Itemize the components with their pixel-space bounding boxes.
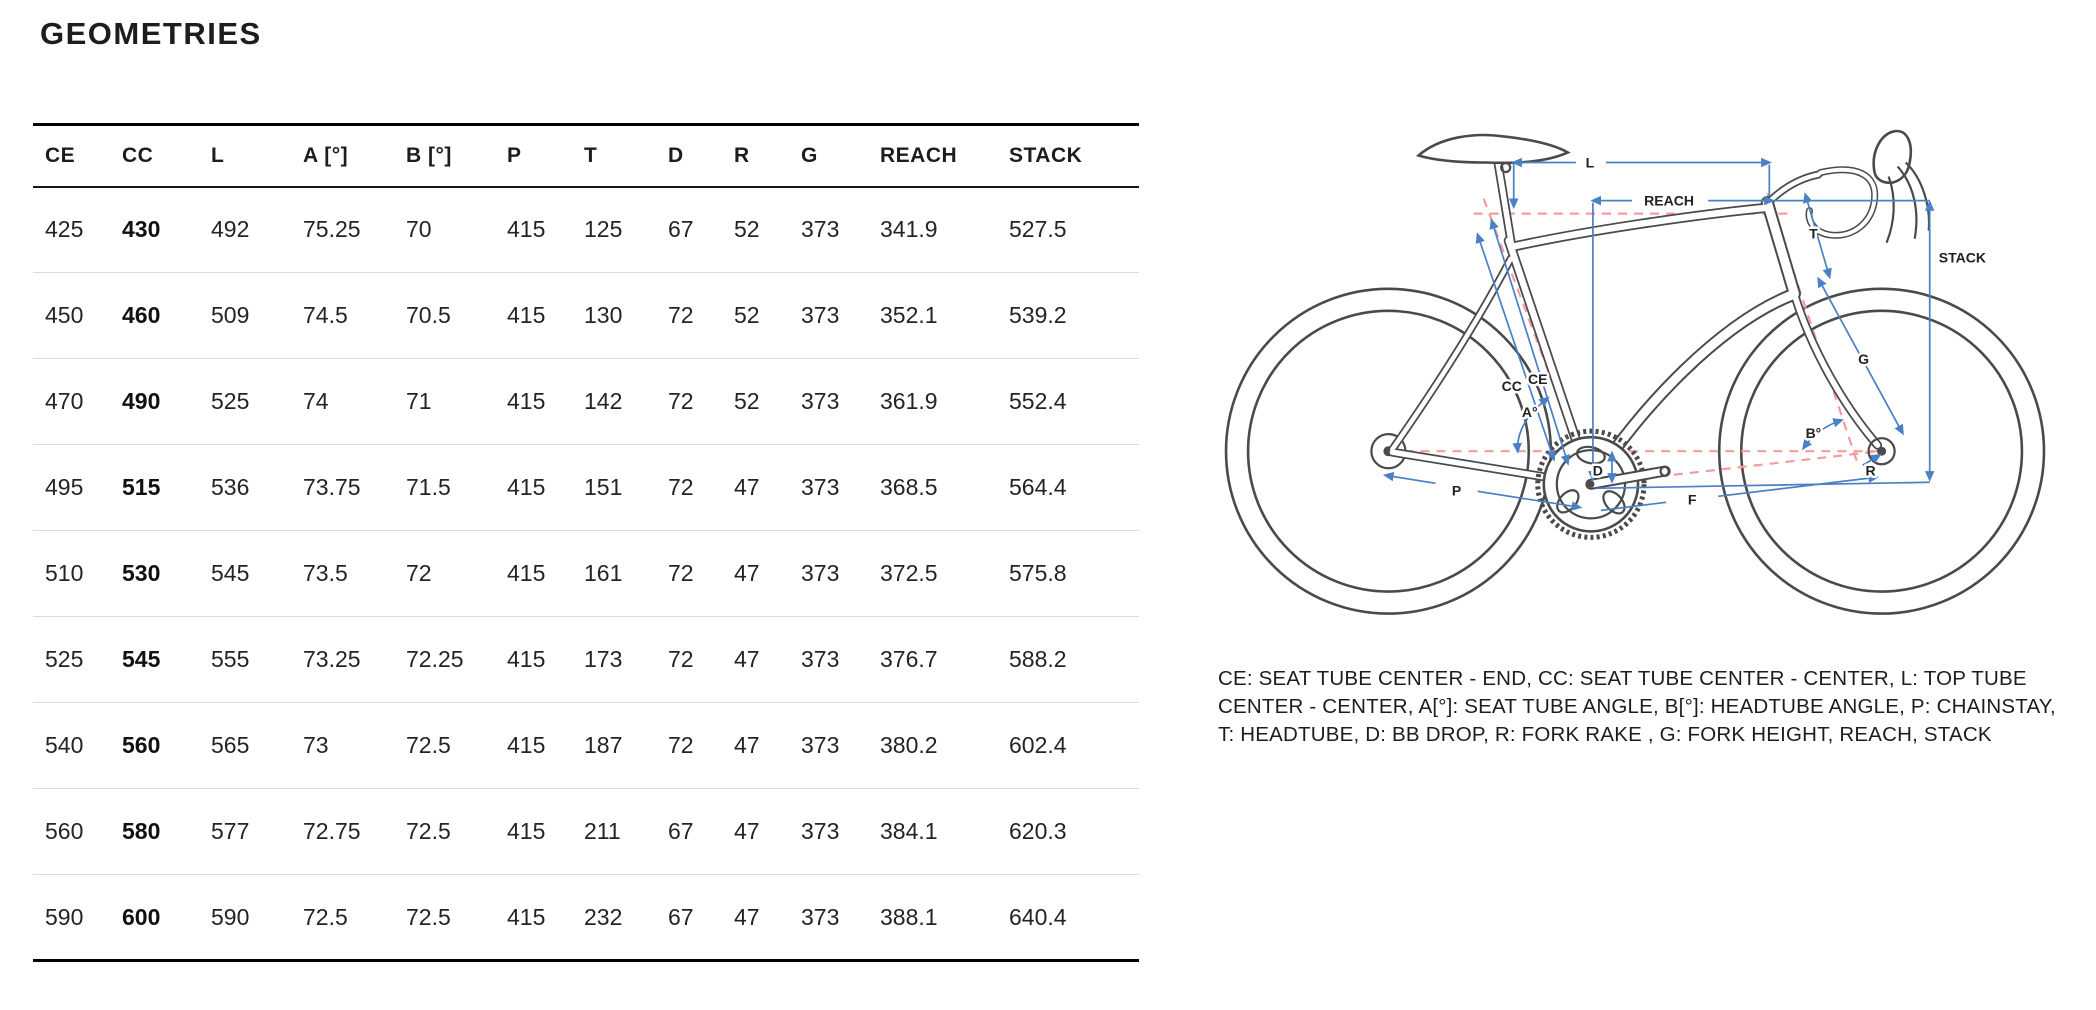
table-cell: 460: [122, 273, 211, 359]
table-cell: 602.4: [1009, 703, 1139, 789]
saddle: [1418, 135, 1567, 163]
column-header: STACK: [1009, 125, 1139, 187]
table-cell: 187: [584, 703, 668, 789]
table-cell: 380.2: [880, 703, 1009, 789]
table-cell: 71: [406, 359, 507, 445]
diagram-label-a: A°: [1521, 404, 1538, 421]
table-cell: 539.2: [1009, 273, 1139, 359]
table-cell: 70.5: [406, 273, 507, 359]
table-cell: 72: [668, 445, 734, 531]
table-cell: 373: [801, 531, 880, 617]
table-cell: 125: [584, 187, 668, 273]
table-cell: 72: [406, 531, 507, 617]
table-cell: 555: [211, 617, 303, 703]
table-cell: 373: [801, 903, 840, 930]
table-cell: 73.5: [303, 531, 406, 617]
legend-text: CE: SEAT TUBE CENTER - END, CC: SEAT TUBE CENTER - CENTER, L: TOP TUBE CENTER - CENTER, A[°]: SEAT TUBE ANGLE, B[°]: HEADTUBE ANGLE, P: CHAINSTAY, T: HEADTUBE, D: BB DROP, R: FORK RAKE , G: FORK HEIGHT, REACH, STACK: [1218, 666, 2056, 746]
column-header: A [°]: [303, 125, 406, 187]
table-cell: 72.75: [303, 789, 406, 875]
table-cell: 490: [122, 359, 211, 445]
crankset: [1538, 431, 1670, 537]
table-cell: 52: [734, 273, 801, 359]
column-header: CE: [33, 125, 122, 187]
table-cell: 590: [45, 903, 84, 930]
table-cell: 495: [33, 445, 122, 531]
table-cell: 384.1: [880, 789, 1009, 875]
table-cell: 47: [734, 617, 801, 703]
table-cell: 373: [801, 273, 880, 359]
table-cell: 509: [211, 273, 303, 359]
table-cell: 151: [584, 445, 668, 531]
column-header: P: [507, 125, 584, 187]
table-cell: 373: [801, 187, 880, 273]
table-cell: 67: [668, 903, 694, 930]
table-cell: 142: [584, 359, 668, 445]
diagram-label-b: B°: [1805, 425, 1822, 442]
table-cell: 73.75: [303, 445, 406, 531]
table-cell: 361.9: [880, 359, 1009, 445]
table-cell: 527.5: [1009, 187, 1139, 273]
table-cell: 577: [211, 789, 303, 875]
table-cell: 47: [734, 531, 801, 617]
geometry-table: [33, 123, 1139, 962]
table-cell: 373: [801, 617, 880, 703]
diagram-label-ce: CE: [1528, 371, 1548, 388]
table-cell: 130: [584, 273, 668, 359]
table-cell: 510: [33, 531, 122, 617]
diagram-label-r: R: [1865, 462, 1876, 479]
table-cell: 425: [33, 187, 122, 273]
table-cell: 72: [668, 273, 734, 359]
table-row: [33, 875, 1139, 961]
column-header: L: [211, 125, 303, 187]
table-cell: 372.5: [880, 531, 1009, 617]
table-cell: 536: [211, 445, 303, 531]
column-header: D: [668, 125, 734, 187]
table-cell: 580: [122, 789, 211, 875]
table-cell: 415: [507, 187, 584, 273]
table-cell: 415: [507, 445, 584, 531]
table-cell: 415: [507, 273, 584, 359]
table-cell: 600: [122, 903, 161, 930]
table-cell: 560: [122, 703, 211, 789]
table-cell: 525: [211, 359, 303, 445]
table-cell: 72: [668, 531, 734, 617]
table-cell: 552.4: [1009, 359, 1139, 445]
table-cell: 640.4: [1009, 903, 1067, 930]
table-cell: 47: [734, 903, 760, 930]
table-cell: 415: [507, 531, 584, 617]
table-cell: 565: [211, 703, 303, 789]
diagram-label-cc: CC: [1501, 378, 1522, 395]
table-cell: 161: [584, 531, 668, 617]
table-cell: 373: [801, 703, 880, 789]
table-cell: 590: [211, 903, 250, 930]
table-cell: 415: [507, 789, 584, 875]
table-cell: 545: [122, 617, 211, 703]
table-cell: 352.1: [880, 273, 1009, 359]
table-cell: 67: [668, 187, 734, 273]
table-row: [33, 273, 1139, 359]
table-cell: 72: [668, 617, 734, 703]
table-cell: 492: [211, 187, 303, 273]
diagram-label-t: T: [1809, 225, 1818, 242]
table-cell: 430: [122, 187, 211, 273]
table-cell: 72.5: [406, 903, 451, 930]
table-cell: 52: [734, 187, 801, 273]
table-row: [33, 703, 1139, 789]
table-header: [33, 125, 1139, 187]
table-cell: 52: [734, 359, 801, 445]
table-row: [33, 359, 1139, 445]
diagram-label-g: G: [1858, 350, 1870, 367]
table-row: [33, 445, 1139, 531]
table-cell: 73.25: [303, 617, 406, 703]
diagram-label-f: F: [1687, 491, 1697, 508]
column-header: G: [801, 125, 880, 187]
column-header: R: [734, 125, 801, 187]
table-cell: 415: [507, 903, 546, 930]
table-cell: 540: [33, 703, 122, 789]
table-cell: 72.5: [406, 703, 507, 789]
table-cell: 211: [584, 789, 668, 875]
header-row: [33, 125, 1139, 187]
table-cell: 341.9: [880, 187, 1009, 273]
table-cell: 545: [211, 531, 303, 617]
column-header: REACH: [880, 125, 1009, 187]
diagram-label-p: P: [1451, 482, 1462, 499]
table-cell: 73: [303, 703, 406, 789]
table-cell: 450: [33, 273, 122, 359]
table-cell: 47: [734, 789, 801, 875]
table-cell: 564.4: [1009, 445, 1139, 531]
table-cell: 415: [507, 617, 584, 703]
table-cell: 232: [584, 903, 623, 930]
table-cell: 470: [33, 359, 122, 445]
diagram-label-d: D: [1592, 462, 1603, 479]
table-cell: 560: [33, 789, 122, 875]
table-cell: 588.2: [1009, 617, 1139, 703]
column-header: CC: [122, 125, 211, 187]
table-cell: 70: [406, 187, 507, 273]
table-cell: 525: [33, 617, 122, 703]
table-cell: 376.7: [880, 617, 1009, 703]
table-cell: 173: [584, 617, 668, 703]
table-cell: 515: [122, 445, 211, 531]
diagram-label-reach: REACH: [1644, 192, 1695, 209]
brake-lever: [1874, 131, 1929, 243]
table-cell: 74.5: [303, 273, 406, 359]
table-row: [33, 617, 1139, 703]
bike-geometry-diagram: [1215, 110, 2047, 624]
table-cell: 47: [734, 703, 801, 789]
diagram-label-l: L: [1585, 154, 1595, 171]
table-cell: 72.25: [406, 617, 507, 703]
table-row: [33, 531, 1139, 617]
table-cell: 373: [801, 445, 880, 531]
table-cell: 72.5: [406, 789, 507, 875]
table-cell: 72: [668, 703, 734, 789]
column-header: T: [584, 125, 668, 187]
table-cell: 575.8: [1009, 531, 1139, 617]
table-cell: 75.25: [303, 187, 406, 273]
table-row: [33, 789, 1139, 875]
table-cell: 415: [507, 703, 584, 789]
table-cell: 67: [668, 789, 734, 875]
table-cell: 373: [801, 359, 880, 445]
table-cell: 74: [303, 359, 406, 445]
table-cell: 530: [122, 531, 211, 617]
table-cell: 388.1: [880, 903, 938, 930]
table-cell: 47: [734, 445, 801, 531]
bike-diagram-svg: [1215, 110, 2047, 624]
table-body: [33, 187, 1139, 961]
table-cell: 72.5: [303, 903, 348, 930]
table-row: [33, 187, 1139, 273]
table-cell: 72: [668, 359, 734, 445]
table-cell: 415: [507, 359, 584, 445]
table-cell: 368.5: [880, 445, 1009, 531]
page-title: GEOMETRIES: [40, 16, 262, 51]
table-cell: 620.3: [1009, 789, 1139, 875]
diagram-label-stack: STACK: [1938, 249, 1986, 266]
table-cell: 71.5: [406, 445, 507, 531]
column-header: B [°]: [406, 125, 507, 187]
table-cell: 373: [801, 789, 880, 875]
